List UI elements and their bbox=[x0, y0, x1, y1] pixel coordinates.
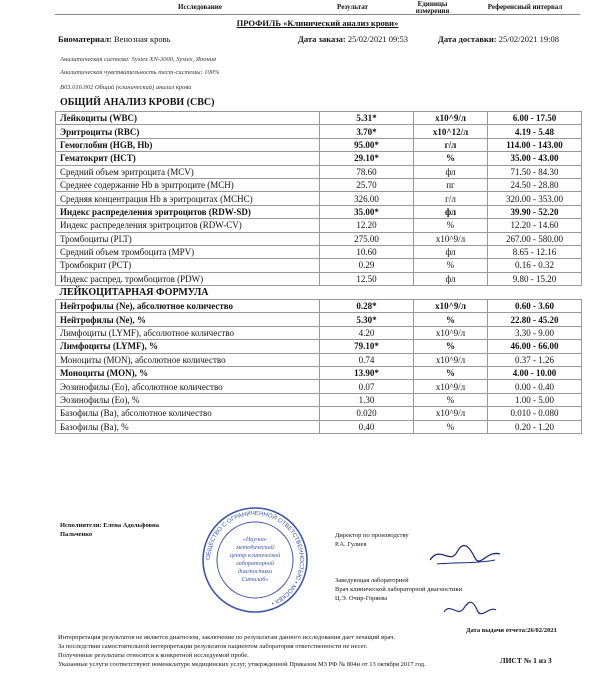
test-name: Средний объем тромбоцита (MPV) bbox=[56, 245, 320, 258]
test-ref: 0.20 - 1.20 bbox=[488, 420, 582, 433]
section-leuko-title: ЛЕЙКОЦИТАРНАЯ ФОРМУЛА bbox=[59, 286, 209, 298]
test-name: Тромбоциты (PLT) bbox=[56, 232, 320, 245]
analysis-code: В03.016.002 Общий (клинический) анализ крови bbox=[60, 84, 192, 91]
stamp-line-5: диагностики bbox=[237, 568, 273, 575]
test-name: Средний объем эритроцита (MCV) bbox=[56, 165, 320, 178]
order-date-value: 25/02/2021 09:53 bbox=[347, 34, 409, 44]
test-result: 5.31* bbox=[320, 112, 414, 125]
test-units: пг bbox=[414, 178, 488, 191]
analytic-system: Аналитическая система: Systex XN-3000, Systex, Япония bbox=[60, 56, 217, 63]
table-row bbox=[56, 205, 582, 218]
table-row bbox=[56, 152, 582, 165]
test-units: x10^9/л bbox=[414, 112, 488, 125]
test-ref: 35.00 - 43.00 bbox=[488, 152, 582, 165]
test-result: 35.00* bbox=[320, 205, 414, 218]
table-row bbox=[56, 219, 582, 232]
test-name: Индекс распред. тромбоцитов (PDW) bbox=[56, 272, 320, 285]
test-name: Базофилы (Ba), абсолютное количество bbox=[56, 407, 320, 420]
test-units: % bbox=[414, 367, 488, 380]
test-ref: 0.60 - 3.60 bbox=[488, 300, 582, 313]
delivery-date bbox=[438, 34, 559, 44]
test-name: Средняя концентрация Hb в эритроцитах (MCHC) bbox=[56, 192, 320, 205]
delivery-date-value: 25/02/2021 19:08 bbox=[498, 34, 559, 44]
stamp-line-2: методический bbox=[236, 544, 274, 551]
test-units: x10^9/л bbox=[414, 353, 488, 366]
test-units: фл bbox=[414, 245, 488, 258]
test-result: 3.70* bbox=[320, 125, 414, 138]
issue-date-label: Дата выдачи отчета: bbox=[466, 627, 528, 634]
table-row bbox=[56, 138, 582, 151]
test-ref: 22.80 - 45.20 bbox=[488, 313, 582, 326]
table-row bbox=[56, 125, 582, 138]
issue-date-value: 26/02/2021 bbox=[527, 627, 557, 634]
stamp-icon bbox=[200, 505, 310, 615]
table-row bbox=[56, 367, 582, 380]
test-result: 0.40 bbox=[320, 420, 414, 433]
test-name: Лимфоциты (LYMF), абсолютное количество bbox=[56, 326, 320, 339]
delivery-date-label: Дата доставки: bbox=[438, 34, 497, 44]
test-ref: 4.19 - 5.48 bbox=[488, 125, 582, 138]
test-name: Нейтрофилы (Ne), абсолютное количество bbox=[56, 300, 320, 313]
order-date bbox=[298, 34, 408, 44]
test-ref: 320.00 - 353.00 bbox=[488, 192, 582, 205]
test-units: % bbox=[414, 152, 488, 165]
test-result: 12.50 bbox=[320, 272, 414, 285]
test-result: 0.28* bbox=[320, 300, 414, 313]
test-name: Гематокрит (HCT) bbox=[56, 152, 320, 165]
stamp-ring-text: ОБЩЕСТВО С ОГРАНИЧЕННОЙ ОТВЕТСТВЕННОСТЬЮ • МОСКВА • bbox=[205, 510, 305, 606]
header-units-2: измерения bbox=[415, 7, 450, 15]
test-ref: 24.50 - 28.80 bbox=[488, 178, 582, 191]
head-signature-icon bbox=[440, 598, 500, 622]
biomaterial-label: Биоматериал: bbox=[58, 34, 112, 44]
test-ref: 0.010 - 0.080 bbox=[488, 407, 582, 420]
test-units: фл bbox=[414, 205, 488, 218]
test-ref: 0.16 - 0.32 bbox=[488, 259, 582, 272]
leuko-rows bbox=[56, 300, 582, 434]
test-ref: 12.20 - 14.60 bbox=[488, 219, 582, 232]
test-ref: 6.00 - 17.50 bbox=[488, 112, 582, 125]
table-row bbox=[56, 326, 582, 339]
biomaterial bbox=[58, 34, 170, 44]
test-name: Эритроциты (RBC) bbox=[56, 125, 320, 138]
test-units: фл bbox=[414, 272, 488, 285]
analytic-sensitivity: Аналитическая чувствительность тест-системы: 100% bbox=[60, 69, 220, 76]
test-name: Гемоглобин (HGB, Hb) bbox=[56, 138, 320, 151]
test-units: % bbox=[414, 393, 488, 406]
executors-name: Пальченко bbox=[60, 531, 93, 538]
test-ref: 0.00 - 0.40 bbox=[488, 380, 582, 393]
test-name: Моноциты (MON), % bbox=[56, 367, 320, 380]
test-name: Эозинофилы (Eo), % bbox=[56, 393, 320, 406]
profile-title: ПРОФИЛЬ «Клинический анализ крови» bbox=[236, 18, 399, 28]
test-units: % bbox=[414, 259, 488, 272]
header-test: Исследование bbox=[178, 3, 222, 11]
test-result: 78.60 bbox=[320, 165, 414, 178]
test-result: 10.60 bbox=[320, 245, 414, 258]
table-row bbox=[56, 300, 582, 313]
table-row bbox=[56, 259, 582, 272]
note-1: Интерпретация результатов не является диагнозом, заключение по результатам данного исследования дает лечащий врач. bbox=[58, 634, 395, 641]
head-name: Ц.Э. Очир-Горяева bbox=[335, 595, 388, 602]
test-units: % bbox=[414, 340, 488, 353]
table-row bbox=[56, 393, 582, 406]
test-name: Базофилы (Ba), % bbox=[56, 420, 320, 433]
test-units: г/л bbox=[414, 138, 488, 151]
table-row bbox=[56, 380, 582, 393]
test-ref: 39.90 - 52.20 bbox=[488, 205, 582, 218]
test-ref: 0.37 - 1.26 bbox=[488, 353, 582, 366]
test-units: % bbox=[414, 313, 488, 326]
test-units: x10^9/л bbox=[414, 407, 488, 420]
head-position: Врач клинической лабораторной диагностики bbox=[335, 586, 463, 593]
leuko-section bbox=[56, 286, 582, 300]
test-name: Лимфоциты (LYMF), % bbox=[56, 340, 320, 353]
table-row bbox=[56, 245, 582, 258]
test-result: 1.30 bbox=[320, 393, 414, 406]
table-row bbox=[56, 232, 582, 245]
test-units: x10^9/л bbox=[414, 326, 488, 339]
results-table bbox=[55, 111, 582, 434]
note-4: Указанные услуги соответствуют номенклатуре медицинских услуг, утвержденной Приказом МЗ РФ № 804н от 13 октября 2017 год. bbox=[58, 661, 426, 668]
test-result: 13.90* bbox=[320, 367, 414, 380]
test-result: 29.10* bbox=[320, 152, 414, 165]
test-result: 4.20 bbox=[320, 326, 414, 339]
table-row bbox=[56, 272, 582, 285]
header-result: Результат bbox=[337, 3, 368, 11]
director-signature-icon bbox=[425, 540, 505, 570]
test-result: 0.020 bbox=[320, 407, 414, 420]
test-ref: 4.00 - 10.00 bbox=[488, 367, 582, 380]
test-name: Нейтрофилы (Ne), % bbox=[56, 313, 320, 326]
table-row bbox=[56, 178, 582, 191]
test-units: x10^12/л bbox=[414, 125, 488, 138]
stamp-line-3: центр клинической bbox=[229, 552, 281, 559]
stamp-line-6: Ситилаб» bbox=[241, 576, 269, 583]
table-header bbox=[55, 0, 580, 15]
test-units: фл bbox=[414, 165, 488, 178]
test-units: x10^9/л bbox=[414, 232, 488, 245]
table-row bbox=[56, 420, 582, 433]
test-result: 5.30* bbox=[320, 313, 414, 326]
test-name: Индекс распределения эритроцитов (RDW-SD) bbox=[56, 205, 320, 218]
test-name: Эозинофилы (Eo), абсолютное количество bbox=[56, 380, 320, 393]
stamp-line-4: лабораторной bbox=[235, 560, 275, 567]
sheet-number: ЛИСТ № 1 из 3 bbox=[500, 656, 552, 665]
test-ref: 8.65 - 12.16 bbox=[488, 245, 582, 258]
section-leuko-row bbox=[56, 286, 582, 300]
test-name: Моноциты (MON), абсолютное количество bbox=[56, 353, 320, 366]
test-result: 95.00* bbox=[320, 138, 414, 151]
test-ref: 46.00 - 66.00 bbox=[488, 340, 582, 353]
stamp-line-1: «Научно- bbox=[242, 536, 268, 543]
test-units: % bbox=[414, 420, 488, 433]
biomaterial-value: Венозная кровь bbox=[114, 34, 171, 44]
table-row bbox=[56, 340, 582, 353]
order-date-label: Дата заказа: bbox=[298, 34, 346, 44]
director-name: Р.А. Гулиев bbox=[335, 541, 367, 548]
test-result: 0.74 bbox=[320, 353, 414, 366]
director-title: Директор по производству bbox=[335, 532, 409, 539]
test-units: % bbox=[414, 219, 488, 232]
section-cbc-title: ОБЩИЙ АНАЛИЗ КРОВИ (CBC) bbox=[60, 97, 215, 108]
test-name: Индекс распределения эритроцитов (RDW-CV) bbox=[56, 219, 320, 232]
test-name: Лейкоциты (WBC) bbox=[56, 112, 320, 125]
header-units-1: Единицы bbox=[417, 0, 448, 8]
table-row bbox=[56, 192, 582, 205]
cbc-rows bbox=[56, 112, 582, 286]
test-name: Среднее содержание Hb в эритроците (MCH) bbox=[56, 178, 320, 191]
test-result: 25.70 bbox=[320, 178, 414, 191]
table-row bbox=[56, 313, 582, 326]
test-ref: 114.00 - 143.00 bbox=[488, 138, 582, 151]
note-2: За последствия самостоятельной интерпретации результатов пациентом лаборатория ответственности не несет. bbox=[58, 643, 368, 650]
test-units: x10^9/л bbox=[414, 300, 488, 313]
issue-date bbox=[466, 627, 557, 634]
header-ref: Референсный интервал bbox=[487, 3, 563, 11]
test-units: x10^9/л bbox=[414, 380, 488, 393]
test-ref: 267.00 - 580.00 bbox=[488, 232, 582, 245]
note-3: Полученные результаты относятся к конкретной исследуемой пробе. bbox=[58, 652, 249, 659]
table-row bbox=[56, 112, 582, 125]
test-result: 12.20 bbox=[320, 219, 414, 232]
executors: Исполнители: Елена Адольфовна bbox=[60, 522, 160, 529]
head-title: Заведующая лабораторией bbox=[335, 577, 409, 584]
test-result: 0.07 bbox=[320, 380, 414, 393]
test-ref: 3.30 - 9.00 bbox=[488, 326, 582, 339]
test-ref: 1.00 - 5.00 bbox=[488, 393, 582, 406]
test-result: 275.00 bbox=[320, 232, 414, 245]
table-row bbox=[56, 165, 582, 178]
test-result: 326.00 bbox=[320, 192, 414, 205]
test-ref: 71.50 - 84.30 bbox=[488, 165, 582, 178]
test-units: г/л bbox=[414, 192, 488, 205]
table-row bbox=[56, 353, 582, 366]
test-ref: 9.80 - 15.20 bbox=[488, 272, 582, 285]
test-result: 79.10* bbox=[320, 340, 414, 353]
test-result: 0.29 bbox=[320, 259, 414, 272]
test-name: Тромбокрит (PCT) bbox=[56, 259, 320, 272]
table-row bbox=[56, 407, 582, 420]
